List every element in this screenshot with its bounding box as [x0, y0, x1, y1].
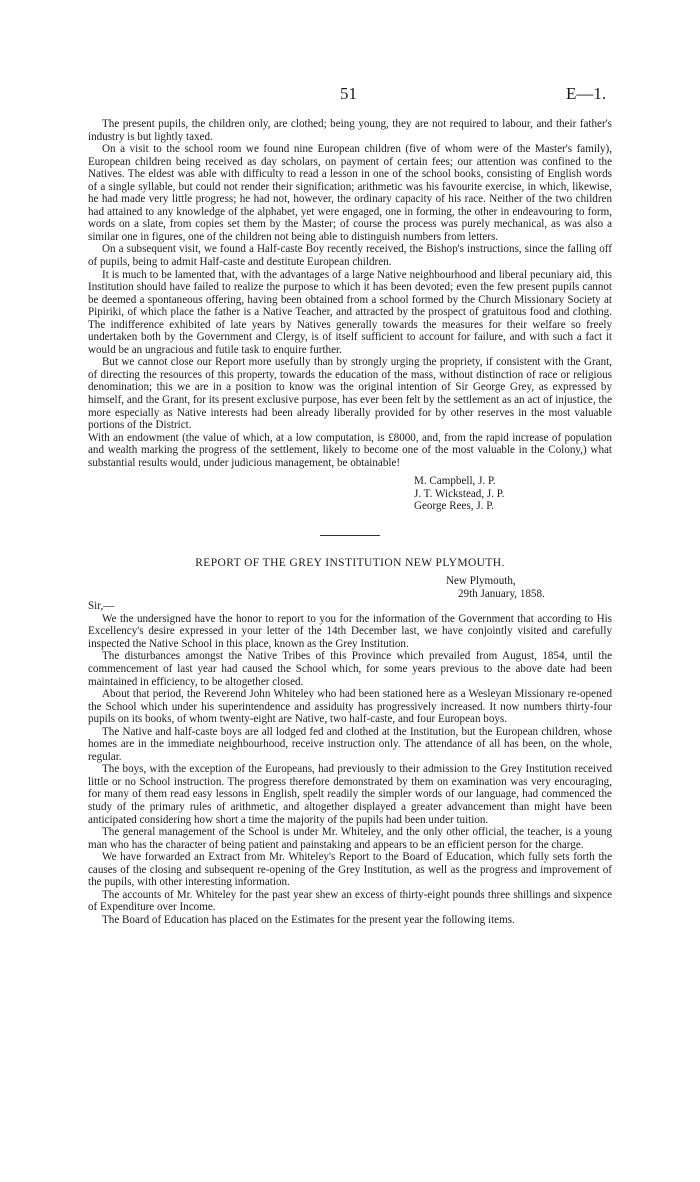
paragraph: The disturbances amongst the Native Tribes of this Province which prevailed from August, 1854, until the commencement of last year had caused the School which, for some years previous to the above date had been maintained in efficiency, to be altogether closed. [88, 650, 612, 688]
date-line: 29th January, 1858. [458, 587, 545, 600]
page-number: 51 [340, 84, 357, 103]
section-divider [320, 535, 380, 536]
paragraph: The general management of the School is under Mr. Whiteley, and the only other official, the teacher, is a young man who has the character of being patient and painstaking and appears to be an efficient person for the charge. [88, 826, 612, 851]
signature-block [414, 475, 612, 512]
signature: George Rees, J. P. [414, 500, 494, 513]
paragraph: The present pupils, the children only, are clothed; being young, they are not required to labour, and their father's industry is but lightly taxed. [88, 118, 612, 143]
paragraph: We have forwarded an Extract from Mr. Whiteley's Report to the Board of Education, which fully sets forth the causes of the closing and subsequent re-opening of the Grey Institution, as well as the progress and improvement of the pupils, with other interesting information. [88, 851, 612, 889]
document-reference: E—1. [566, 84, 607, 103]
paragraph: The Native and half-caste boys are all lodged fed and clothed at the Institution, but the European children, whose homes are in the immediate neighbourhood, receive instruction only. The attendance of all has been, on the whole, regular. [88, 725, 612, 763]
place-date-block [446, 575, 612, 600]
signature: M. Campbell, J. P. [414, 475, 496, 488]
paragraph: But we cannot close our Report more usefully than by strongly urging the propriety, if consistent with the Grant, of directing the resources of this property, towards the education of the mass, without distinction of race or religious denomination; this we are in a position to know was the original intention of Sir George Grey, as expressed by himself, and the Grant, for its present exclusive purpose, has ever been felt by the settlement as an act of injustice, the more especially as Native interests had been already liberally provided for by other reserves in the most valuable portions of the District. [88, 356, 612, 432]
paragraph: The boys, with the exception of the Europeans, had previously to their admission to the Grey Institution received little or no School instruction. The progress therefore demonstrated by them on examination was very encouraging, for many of them read easy lessons in English, spelt readily the simpler words of our language, had commenced the study of the primary rules of arithmetic, and altogether displayed a greater advancement than might have been anticipated considering how short a time the majority of the pupils had been under tuition. [88, 763, 612, 826]
page-body [88, 118, 612, 926]
place-line: New Plymouth, [446, 575, 516, 588]
signature: J. T. Wickstead, J. P. [414, 487, 505, 500]
paragraph: The accounts of Mr. Whiteley for the past year shew an excess of thirty-eight pounds three shillings and sixpence of Expenditure over Income. [88, 888, 612, 914]
paragraph: We the undersigned have the honor to report to you for the information of the Government that according to His Excellency's desire expressed in your letter of the 14th December last, we have conjointly visited and carefully inspected the Native School in this place, known as the Grey Institution. [88, 612, 612, 650]
paragraph: The Board of Education has placed on the Estimates for the present year the following items. [102, 913, 515, 926]
paragraph: About that period, the Reverend John Whiteley who had been stationed here as a Wesleyan Missionary re-opened the School which under his superintendence and assiduity has progressively increased. It now numbers thirty-four pupils on its books, of whom twenty-eight are Native, two half-caste, and four European boys. [88, 688, 612, 726]
salutation: Sir,— [88, 600, 115, 613]
page-header [0, 84, 700, 108]
paragraph: With an endowment (the value of which, at a low computation, is £8000, and, from the rapid increase of population and wealth marking the progress of the settlement, likely to become one of the most valuable in the Colony,) what substantial results would, under judicious management, be obtainable! [88, 431, 612, 469]
report-title: REPORT OF THE GREY INSTITUTION NEW PLYMOUTH. [195, 556, 505, 569]
paragraph: It is much to be lamented that, with the advantages of a large Native neighbourhood and liberal pecuniary aid, this Institution should have failed to realize the purpose to which it has been devoted; even the few present pupils cannot be deemed a spontaneous offering, having been obtained from a school formed by the Church Missionary Society at Pipiriki, of which place the father is a Native Teacher, and attracted by the prospect of gratuitous food and clothing. The indifference exhibited of late years by Natives generally towards the measures for their welfare so freely undertaken both by the Government and Clergy, is of itself sufficient to account for failure, and with such a fact it would be an ungracious and futile task to enquire further. [88, 268, 612, 356]
paragraph: On a subsequent visit, we found a Half-caste Boy recently received, the Bishop's instructions, since the falling off of pupils, being to admit Half-caste and destitute European children. [88, 243, 612, 269]
paragraph: On a visit to the school room we found nine European children (five of whom were of the Master's family), European children being received as day scholars, on payment of certain fees; our attention was confined to the Natives. The eldest was able with difficulty to read a lesson in one of the school books, consisting of English words of a single syllable, but could not render their signification; arithmetic was his favourite exercise, in which, likewise, he had made very little progress; he had not, however, the ordinary capacity of his race. Neither of the two children had attained to any knowledge of the alphabet, yet were engaged, one in forming, the other in endeavouring to form, words on a slate, from copies set them by the Master; of course the process was purely mechanical, as was also a similar one in figures, one of the children not being able to distinguish numbers from letters. [88, 143, 612, 243]
